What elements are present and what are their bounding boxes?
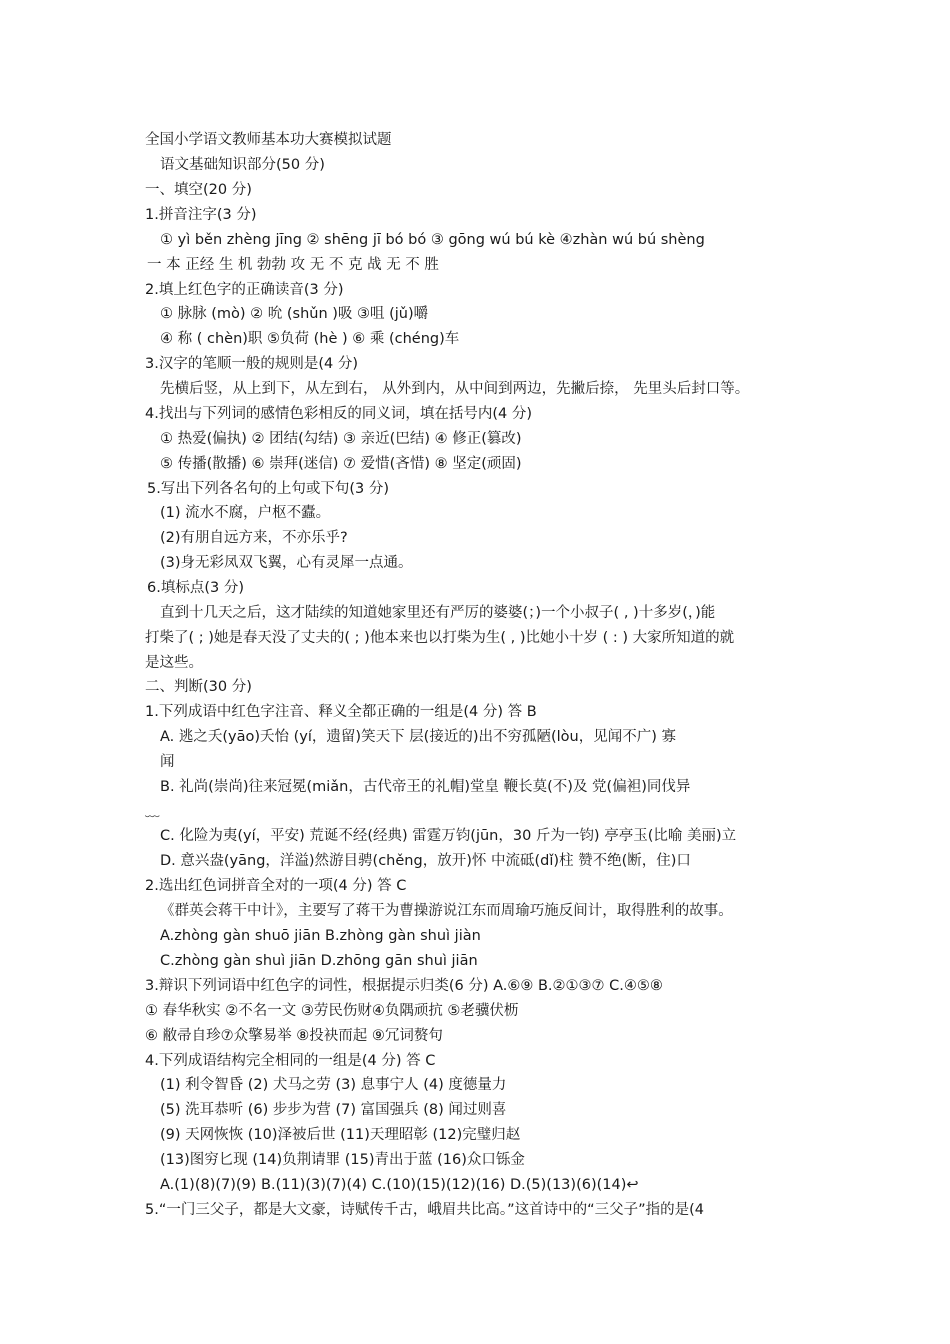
text-line: (1) 利令智昏 (2) 犬马之劳 (3) 息事宁人 (4) 度德量力 <box>160 1077 507 1093</box>
text-line: 3.辩识下列词语中红色字的词性，根据提示归类(6 分) A.⑥⑨ B.②①③⑦ C.④⑤⑧ <box>145 978 663 994</box>
text-line: 6.填标点(3 分) <box>147 580 244 596</box>
text-line: 3.汉字的笔顺一般的规则是(4 分) <box>145 356 358 372</box>
text-line: 一、填空(20 分) <box>145 182 252 198</box>
text-line: 5.“一门三父子，都是大文豪，诗赋传千古，峨眉共比高。”这首诗中的“三父子”指的是(4 <box>145 1202 705 1218</box>
text-line: ① 脉脉 (mò) ② 吮 (shǔn )吸 ③咀 (jǔ)嚼 <box>160 306 429 322</box>
text-line: A.(1)(8)(7)(9) B.(11)(3)(7)(4) C.(10)(15)(12)(16) D.(5)(13)(6)(14)↩ <box>160 1177 639 1193</box>
text-line: 1.拼音注字(3 分) <box>145 207 257 223</box>
text-line: 4.找出与下列词的感情色彩相反的同义词，填在括号内(4 分) <box>145 406 532 422</box>
text-line: ① yì běn zhèng jīng ② shēng jī bó bó ③ gōng wú bú kè ④zhàn wú bú shèng <box>160 232 705 248</box>
text-line: A. 逃之夭(yāo)夭怡 (yí，遗留)笑天下 层(接近的)出不穷孤陋(lòu，见闻不广) 寡 <box>160 729 677 745</box>
text-line: D. 意兴盎(yāng，洋溢)然游目骋(chěng，放开)怀 中流砥(dǐ)柱 赞不绝(断，住)口 <box>160 853 691 869</box>
text-line: 语文基础知识部分(50 分) <box>160 157 325 173</box>
text-line: ﹏ <box>145 804 160 820</box>
text-line: 一 本 正经 生 机 勃勃 攻 无 不 克 战 无 不 胜 <box>147 257 439 273</box>
text-line: (3)身无彩凤双飞翼，心有灵犀一点通。 <box>160 555 413 571</box>
text-line: (1) 流水不腐，户枢不蠹。 <box>160 505 331 521</box>
text-line: 直到十几天之后，这才陆续的知道她家里还有严厉的婆婆(；)一个小叔子( , )十多岁(，)能 <box>160 605 716 621</box>
text-line: 打柴了( ; )她是春天没了丈夫的( ; )他本来也以打柴为生( , )比她小十岁 ( : ) 大家所知道的就 <box>145 630 735 646</box>
text-line: 2.选出红色词拼音全对的一项(4 分) 答 C <box>145 878 407 894</box>
text-line: 5.写出下列各名句的上句或下句(3 分) <box>147 481 389 497</box>
text-line: 《群英会蒋干中计》，主要写了蒋干为曹操游说江东而周瑜巧施反间计，取得胜利的故事。 <box>160 903 733 919</box>
text-line: (5) 洗耳恭听 (6) 步步为营 (7) 富国强兵 (8) 闻过则喜 <box>160 1102 507 1118</box>
text-line: (9) 天网恢恢 (10)泽被后世 (11)天理昭彰 (12)完璧归赵 <box>160 1127 521 1143</box>
text-line: ⑥ 敝帚自珍⑦众擎易举 ⑧投袂而起 ⑨冗词赘句 <box>145 1028 443 1044</box>
text-line: A.zhòng gàn shuō jiān B.zhòng gàn shuì jiàn <box>160 928 481 944</box>
text-line: B. 礼尚(崇尚)往来冠冕(miǎn，古代帝王的礼帽)堂皇 鞭长莫(不)及 党(偏袒)同伐异 <box>160 779 691 795</box>
text-line: 2.填上红色字的正确读音(3 分) <box>145 282 344 298</box>
text-line: ⑤ 传播(散播) ⑥ 崇拜(迷信) ⑦ 爱惜(吝惜) ⑧ 坚定(顽固) <box>160 456 522 472</box>
text-line: ① 春华秋实 ②不名一文 ③劳民伤财④负隅顽抗 ⑤老骥伏枥 <box>145 1003 519 1019</box>
text-line: (2)有朋自远方来，不亦乐乎? <box>160 530 348 546</box>
text-line: C. 化险为夷(yí，平安) 荒诞不经(经典) 雷霆万钧(jūn，30 斤为一钧) 亭亭玉(比喻 美丽)立 <box>160 828 737 844</box>
text-line: 先横后竖，从上到下，从左到右， 从外到内，从中间到两边，先撇后捺， 先里头后封口等。 <box>160 381 750 397</box>
text-line: 1.下列成语中红色字注音、释义全都正确的一组是(4 分) 答 B <box>145 704 537 720</box>
text-line: 二、判断(30 分) <box>145 679 252 695</box>
text-line: 是这些。 <box>145 655 203 671</box>
text-line: ④ 称 ( chèn)职 ⑤负荷 (hè ) ⑥ 乘 (chéng)车 <box>160 331 460 347</box>
text-line: ① 热爱(偏执) ② 团结(勾结) ③ 亲近(巴结) ④ 修正(篡改) <box>160 431 522 447</box>
text-line: 4.下列成语结构完全相同的一组是(4 分) 答 C <box>145 1053 436 1069</box>
text-line: (13)图穷匕现 (14)负荆请罪 (15)青出于蓝 (16)众口铄金 <box>160 1152 525 1168</box>
text-line: C.zhòng gàn shuì jiān D.zhōng gān shuì jiān <box>160 953 478 969</box>
text-line: 闻 <box>160 754 175 770</box>
text-line: 全国小学语文教师基本功大赛模拟试题 <box>145 132 392 148</box>
